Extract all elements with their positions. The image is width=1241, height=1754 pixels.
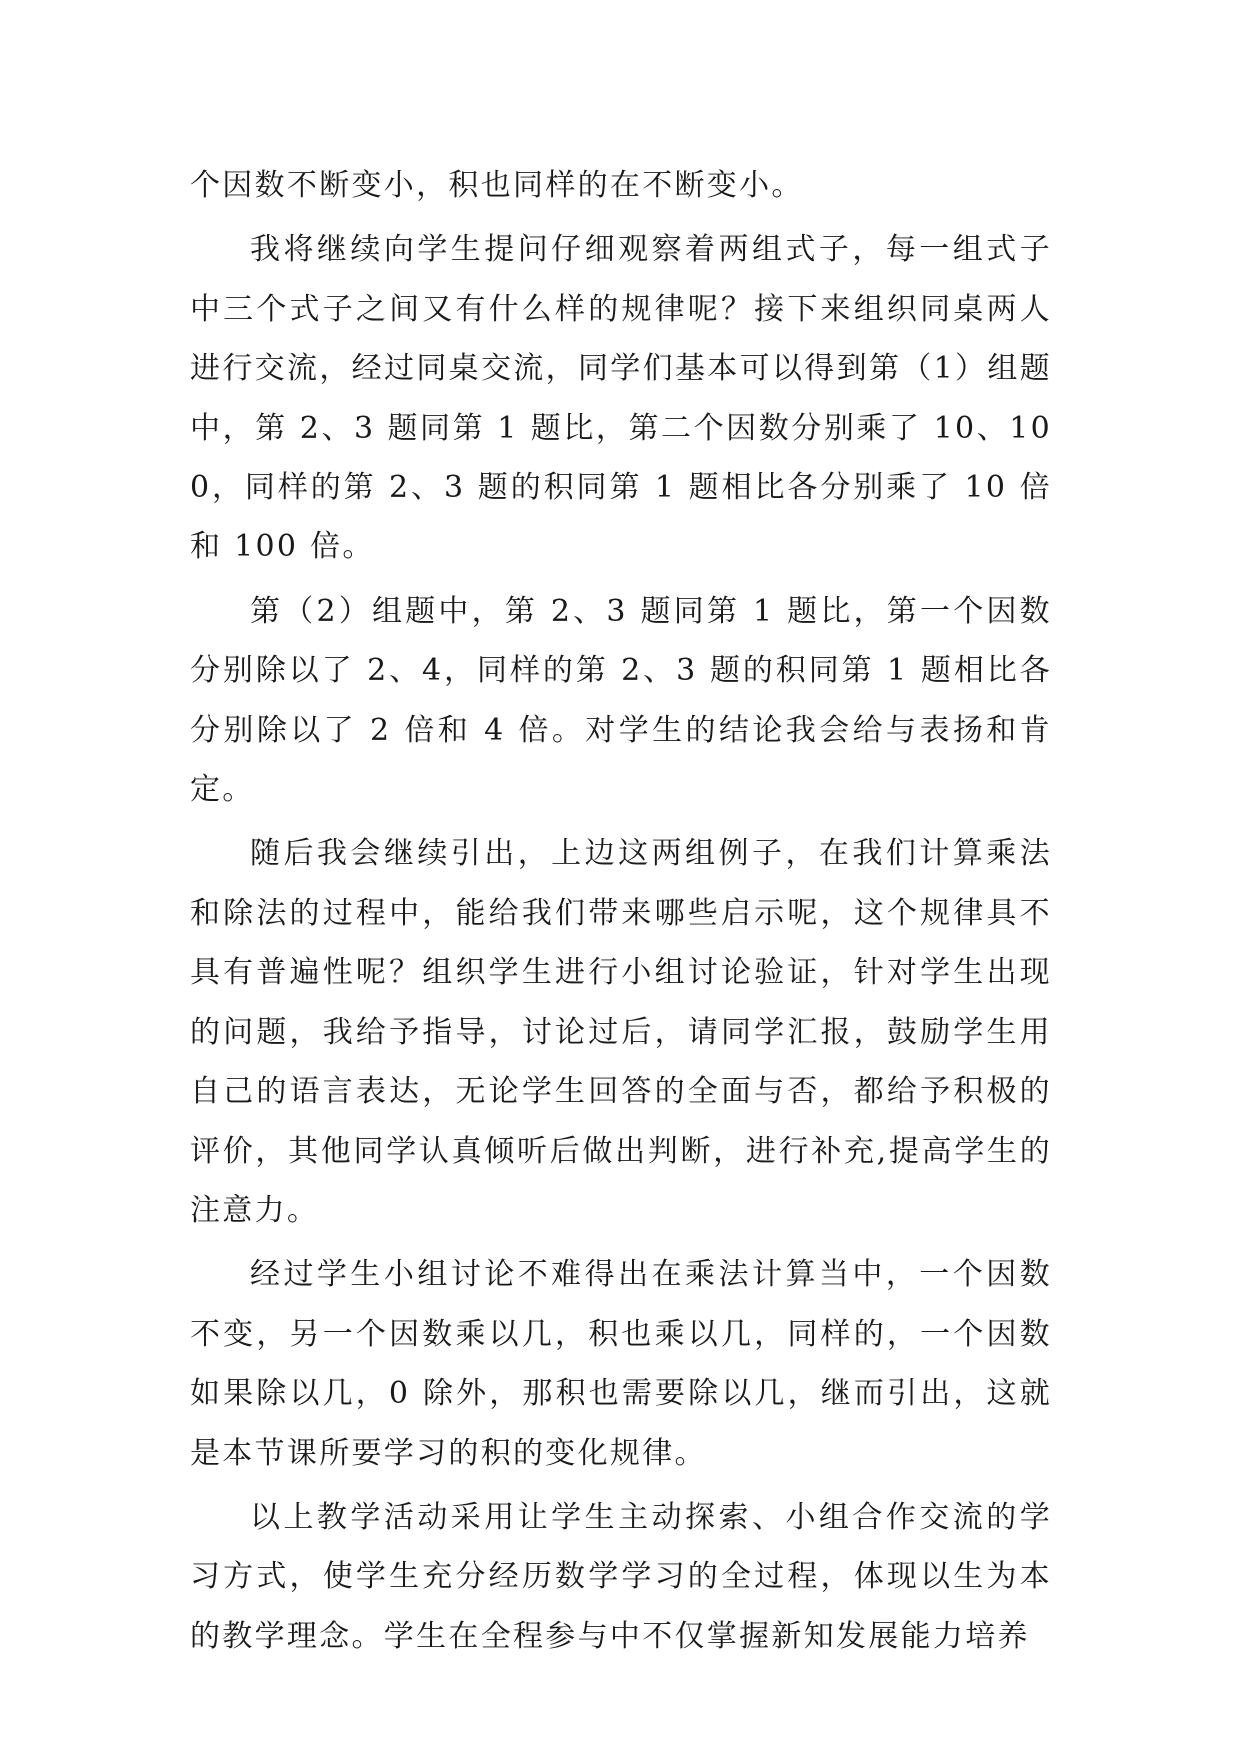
paragraph-continued: 个因数不断变小，积也同样的在不断变小。 xyxy=(190,168,804,203)
paragraph: 经过学生小组讨论不难得出在乘法计算当中，一个因数不变，另一个因数乘以几，积也乘以几，同样的，一个因数如果除以几，0 除外，那积也需要除以几，继而引出，这就是本节课所要学习的积的变化规律。 xyxy=(190,1257,1052,1471)
paragraph: 第（2）组题中，第 2、3 题同第 1 题比，第一个因数分别除以了 2、4，同样的第 2、3 题的积同第 1 题相比各分别除以了 2 倍和 4 倍。对学生的结论我会给与表扬和肯定。 xyxy=(190,593,1052,808)
paragraph: 以上教学活动采用让学生主动探索、小组合作交流的学习方式，使学生充分经历数学学习的全过程，体现以生为本的教学理念。学生在全程参与中不仅掌握新知发展能力培养 xyxy=(190,1499,1052,1654)
document-page xyxy=(190,156,1052,1666)
paragraph: 我将继续向学生提问仔细观察着两组式子，每一组式子中三个式子之间又有什么样的规律呢？接下来组织同桌两人进行交流，经过同桌交流，同学们基本可以得到第（1）组题中，第 2、3 题同第 1 题比，第二个因数分别乘了 10、100，同样的第 2、3 题的积同第 1 题相比各分别乘了 10 倍和 100 倍。 xyxy=(190,232,1052,565)
paragraph: 随后我会继续引出，上边这两组例子，在我们计算乘法和除法的过程中，能给我们带来哪些启示呢，这个规律具不具有普遍性呢？组织学生进行小组讨论验证，针对学生出现的问题，我给予指导，讨论过后，请同学汇报，鼓励学生用自己的语言表达，无论学生回答的全面与否，都给予积极的评价，其他同学认真倾听后做出判断，进行补充,提高学生的注意力。 xyxy=(190,836,1052,1228)
